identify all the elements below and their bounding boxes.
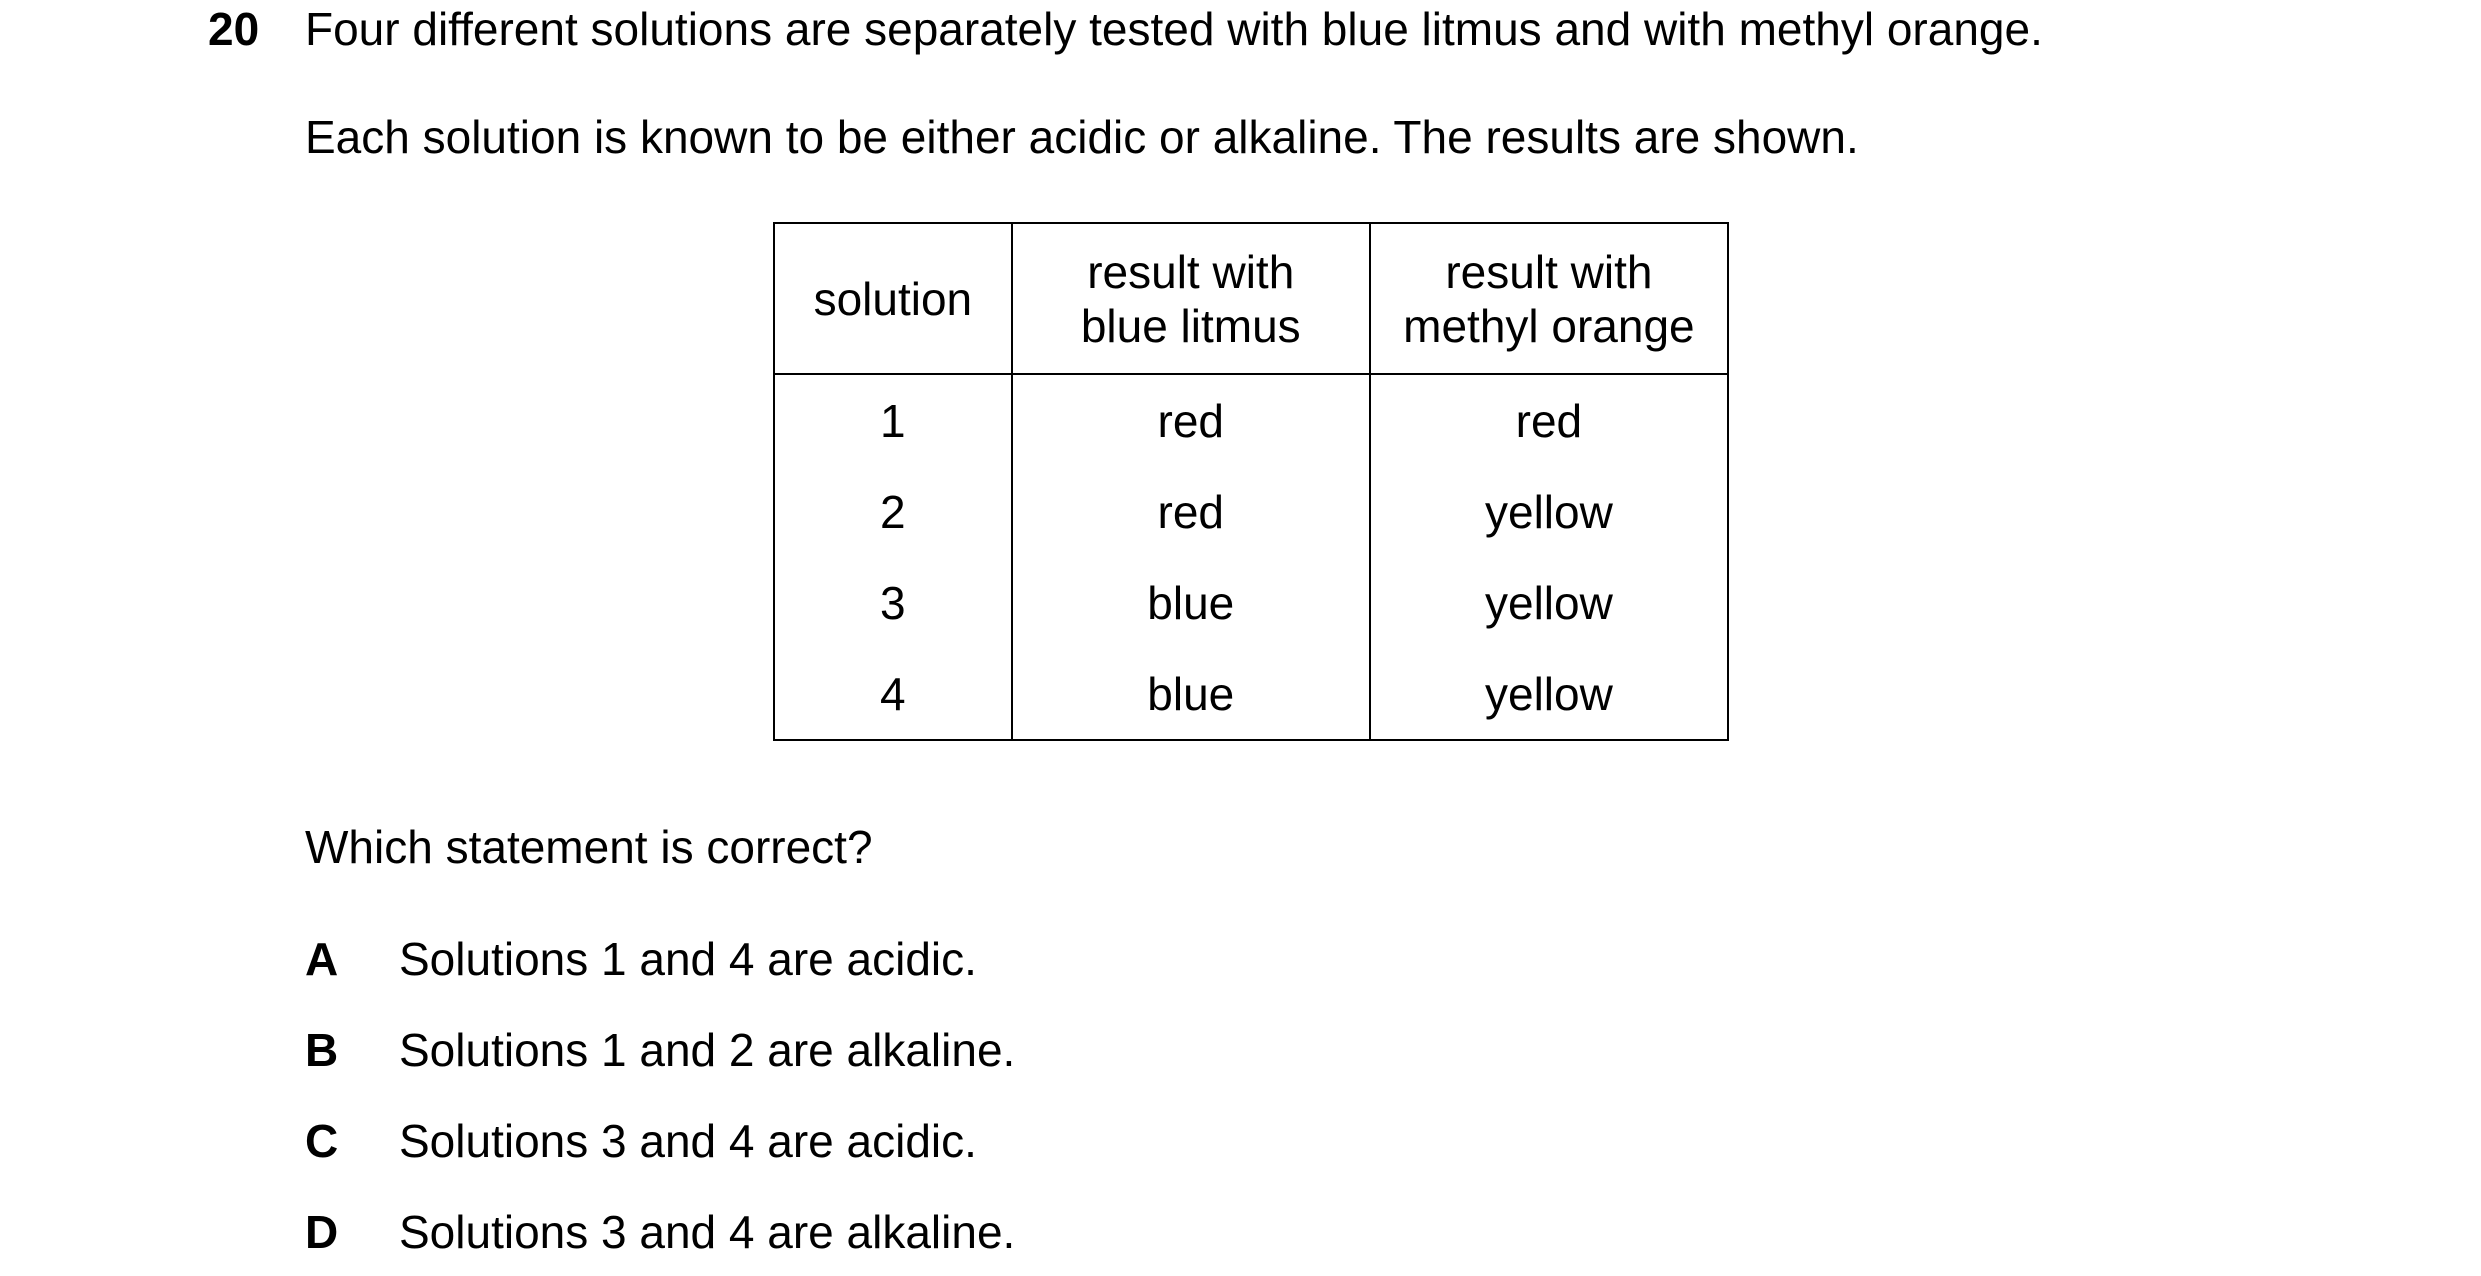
- cell-solution: 2: [774, 466, 1012, 557]
- cell-solution: 4: [774, 648, 1012, 740]
- results-table: [773, 222, 1729, 741]
- cell-blue-litmus: red: [1012, 466, 1370, 557]
- table-header-row: [774, 223, 1728, 374]
- option-b: [305, 1023, 1015, 1077]
- cell-blue-litmus: red: [1012, 374, 1370, 466]
- option-letter: C: [305, 1115, 339, 1167]
- cell-methyl-orange: yellow: [1370, 557, 1728, 648]
- cell-solution: 3: [774, 557, 1012, 648]
- cell-blue-litmus: blue: [1012, 557, 1370, 648]
- option-text: Solutions 3 and 4 are alkaline.: [399, 1206, 1016, 1258]
- option-text: Solutions 3 and 4 are acidic.: [399, 1115, 977, 1167]
- option-d: [305, 1205, 1015, 1259]
- cell-solution: 1: [774, 374, 1012, 466]
- table-row: [774, 557, 1728, 648]
- question-ask: Which statement is correct?: [305, 821, 873, 873]
- question-stem: Four different solutions are separately tested with blue litmus and with methyl orange.: [305, 3, 2043, 55]
- cell-blue-litmus: blue: [1012, 648, 1370, 740]
- header-methyl-orange-line2: methyl orange: [1403, 299, 1695, 352]
- option-letter: A: [305, 933, 339, 985]
- question-number: 20: [208, 3, 260, 55]
- header-methyl-orange-line1: result with: [1445, 245, 1653, 298]
- cell-methyl-orange: yellow: [1370, 466, 1728, 557]
- header-solution-text: solution: [813, 272, 973, 325]
- header-blue-litmus-line1: result with: [1087, 245, 1295, 298]
- cell-methyl-orange: yellow: [1370, 648, 1728, 740]
- option-letter: B: [305, 1024, 339, 1076]
- table-row: [774, 374, 1728, 466]
- table-row: [774, 648, 1728, 740]
- question-info: Each solution is known to be either acidic or alkaline. The results are shown.: [305, 111, 1859, 163]
- option-text: Solutions 1 and 4 are acidic.: [399, 933, 977, 985]
- header-blue-litmus: [1012, 223, 1370, 374]
- header-solution: [774, 223, 1012, 374]
- option-letter: D: [305, 1206, 339, 1258]
- header-methyl-orange: [1370, 223, 1728, 374]
- table-row: [774, 466, 1728, 557]
- cell-methyl-orange: red: [1370, 374, 1728, 466]
- header-blue-litmus-line2: blue litmus: [1080, 299, 1301, 352]
- option-c: [305, 1114, 977, 1168]
- option-text: Solutions 1 and 2 are alkaline.: [399, 1024, 1016, 1076]
- option-a: [305, 932, 977, 986]
